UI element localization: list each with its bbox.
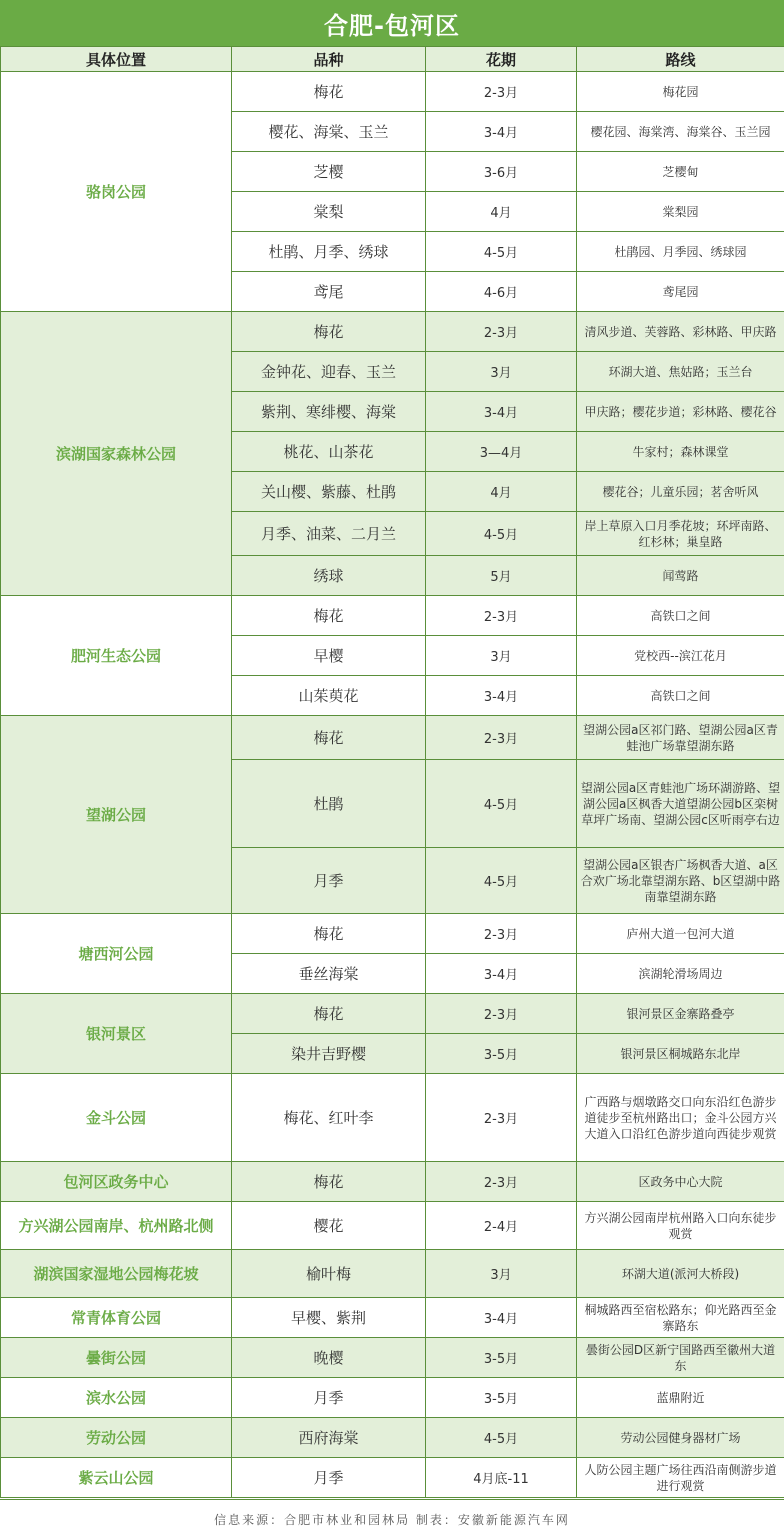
table-row	[1, 1458, 784, 1498]
location-cell: 滨湖国家森林公园	[1, 312, 232, 596]
location-cell: 望湖公园	[1, 716, 232, 914]
route-cell: 庐州大道一包河大道	[577, 914, 784, 954]
variety-cell: 樱花	[232, 1202, 426, 1250]
variety-cell: 梅花	[232, 1162, 426, 1202]
location-cell: 劳动公园	[1, 1418, 232, 1458]
variety-cell: 梅花	[232, 914, 426, 954]
table-row	[1, 1250, 784, 1298]
table-row	[1, 596, 784, 636]
table-row	[1, 312, 784, 352]
period-cell: 2-4月	[426, 1202, 577, 1250]
variety-cell: 染井吉野樱	[232, 1034, 426, 1074]
period-cell: 4-5月	[426, 760, 577, 848]
location-cell: 方兴湖公园南岸、杭州路北侧	[1, 1202, 232, 1250]
location-cell: 塘西河公园	[1, 914, 232, 994]
variety-cell: 月季、油菜、二月兰	[232, 512, 426, 556]
period-cell: 3-4月	[426, 1298, 577, 1338]
period-cell: 2-3月	[426, 716, 577, 760]
table-row	[1, 1162, 784, 1202]
location-cell: 包河区政务中心	[1, 1162, 232, 1202]
route-cell: 闻莺路	[577, 556, 784, 596]
table-row	[1, 994, 784, 1034]
period-cell: 4-5月	[426, 232, 577, 272]
period-cell: 5月	[426, 556, 577, 596]
route-cell: 党校西--滨江花月	[577, 636, 784, 676]
route-cell: 岸上草原入口月季花坡；环坪南路、红杉林；巢皇路	[577, 512, 784, 556]
variety-cell: 杜鹃、月季、绣球	[232, 232, 426, 272]
location-cell: 湖滨国家湿地公园梅花坡	[1, 1250, 232, 1298]
route-cell: 银河景区金寨路叠亭	[577, 994, 784, 1034]
route-cell: 高铁口之间	[577, 676, 784, 716]
route-cell: 望湖公园a区青蛙池广场环湖游路、望湖公园a区枫香大道望湖公园b区栾树草坪广场南、望湖公园c区听雨亭右边	[577, 760, 784, 848]
variety-cell: 梅花	[232, 994, 426, 1034]
route-cell: 环湖大道(派河大桥段)	[577, 1250, 784, 1298]
route-cell: 杜鹃园、月季园、绣球园	[577, 232, 784, 272]
variety-cell: 榆叶梅	[232, 1250, 426, 1298]
variety-cell: 晚樱	[232, 1338, 426, 1378]
variety-cell: 山茱萸花	[232, 676, 426, 716]
period-cell: 4-5月	[426, 512, 577, 556]
route-cell: 梅花园	[577, 72, 784, 112]
variety-cell: 早樱	[232, 636, 426, 676]
period-cell: 3月	[426, 636, 577, 676]
table-body	[1, 72, 784, 1498]
variety-cell: 金钟花、迎春、玉兰	[232, 352, 426, 392]
table-row	[1, 1298, 784, 1338]
period-cell: 4月底-11	[426, 1458, 577, 1498]
variety-cell: 月季	[232, 1458, 426, 1498]
variety-cell: 紫荆、寒绯樱、海棠	[232, 392, 426, 432]
period-cell: 3-4月	[426, 392, 577, 432]
source-footer: 信息来源：合肥市林业和园林局 制表：安徽新能源汽车网	[0, 1499, 784, 1538]
period-cell: 3-4月	[426, 954, 577, 994]
location-cell: 紫云山公园	[1, 1458, 232, 1498]
variety-cell: 梅花、红叶李	[232, 1074, 426, 1162]
variety-cell: 梅花	[232, 716, 426, 760]
variety-cell: 梅花	[232, 312, 426, 352]
location-cell: 金斗公园	[1, 1074, 232, 1162]
variety-cell: 梅花	[232, 72, 426, 112]
route-cell: 清风步道、芙蓉路、彩林路、甲庆路	[577, 312, 784, 352]
period-cell: 4-5月	[426, 848, 577, 914]
period-cell: 4月	[426, 192, 577, 232]
route-cell: 区政务中心大院	[577, 1162, 784, 1202]
variety-cell: 樱花、海棠、玉兰	[232, 112, 426, 152]
route-cell: 滨湖轮滑场周边	[577, 954, 784, 994]
variety-cell: 杜鹃	[232, 760, 426, 848]
period-cell: 3-5月	[426, 1338, 577, 1378]
route-cell: 广西路与烟墩路交口向东沿红色游步道徒步至杭州路出口；金斗公园方兴大道入口沿红色游步道向西徒步观赏	[577, 1074, 784, 1162]
variety-cell: 桃花、山茶花	[232, 432, 426, 472]
location-cell: 肥河生态公园	[1, 596, 232, 716]
period-cell: 4-6月	[426, 272, 577, 312]
table-row	[1, 1378, 784, 1418]
route-cell: 望湖公园a区祁门路、望湖公园a区青蛙池广场靠望湖东路	[577, 716, 784, 760]
table-row	[1, 1338, 784, 1378]
variety-cell: 月季	[232, 1378, 426, 1418]
header-location: 具体位置	[1, 47, 232, 72]
route-cell: 方兴湖公园南岸杭州路入口向东徒步观赏	[577, 1202, 784, 1250]
variety-cell: 芝樱	[232, 152, 426, 192]
header-variety: 品种	[232, 47, 426, 72]
period-cell: 2-3月	[426, 1162, 577, 1202]
period-cell: 2-3月	[426, 994, 577, 1034]
route-cell: 曇街公园D区新宁国路西至徽州大道东	[577, 1338, 784, 1378]
page-title: 合肥-包河区	[0, 0, 784, 46]
route-cell: 望湖公园a区银杏广场枫香大道、a区合欢广场北靠望湖东路、b区望湖中路南靠望湖东路	[577, 848, 784, 914]
period-cell: 3-5月	[426, 1378, 577, 1418]
variety-cell: 西府海棠	[232, 1418, 426, 1458]
table-row	[1, 1074, 784, 1162]
variety-cell: 鸢尾	[232, 272, 426, 312]
period-cell: 4月	[426, 472, 577, 512]
route-cell: 高铁口之间	[577, 596, 784, 636]
period-cell: 4-5月	[426, 1418, 577, 1458]
period-cell: 3-6月	[426, 152, 577, 192]
table-row	[1, 716, 784, 760]
table-header	[1, 47, 784, 72]
route-cell: 银河景区桐城路东北岸	[577, 1034, 784, 1074]
location-cell: 骆岗公园	[1, 72, 232, 312]
period-cell: 2-3月	[426, 312, 577, 352]
route-cell: 鸢尾园	[577, 272, 784, 312]
period-cell: 2-3月	[426, 596, 577, 636]
route-cell: 樱花谷；儿童乐园；茗舍听风	[577, 472, 784, 512]
route-cell: 环湖大道、焦姑路；玉兰台	[577, 352, 784, 392]
table-row	[1, 1202, 784, 1250]
variety-cell: 关山樱、紫藤、杜鹃	[232, 472, 426, 512]
variety-cell: 梅花	[232, 596, 426, 636]
period-cell: 3—4月	[426, 432, 577, 472]
period-cell: 2-3月	[426, 72, 577, 112]
location-cell: 滨水公园	[1, 1378, 232, 1418]
period-cell: 2-3月	[426, 914, 577, 954]
route-cell: 桐城路西至宿松路东；仰光路西至金寨路东	[577, 1298, 784, 1338]
location-cell: 常青体育公园	[1, 1298, 232, 1338]
table-row	[1, 1418, 784, 1458]
location-cell: 曇街公园	[1, 1338, 232, 1378]
period-cell: 3-4月	[426, 676, 577, 716]
period-cell: 2-3月	[426, 1074, 577, 1162]
variety-cell: 月季	[232, 848, 426, 914]
route-cell: 樱花园、海棠湾、海棠谷、玉兰园	[577, 112, 784, 152]
table-row	[1, 914, 784, 954]
route-cell: 人防公园主题广场往西沿南侧游步道进行观赏	[577, 1458, 784, 1498]
variety-cell: 绣球	[232, 556, 426, 596]
header-route: 路线	[577, 47, 784, 72]
route-cell: 劳动公园健身器材广场	[577, 1418, 784, 1458]
table-row	[1, 72, 784, 112]
location-cell: 银河景区	[1, 994, 232, 1074]
route-cell: 芝樱甸	[577, 152, 784, 192]
variety-cell: 棠梨	[232, 192, 426, 232]
header-period: 花期	[426, 47, 577, 72]
route-cell: 棠梨园	[577, 192, 784, 232]
route-cell: 牛家村；森林课堂	[577, 432, 784, 472]
period-cell: 3月	[426, 1250, 577, 1298]
period-cell: 3月	[426, 352, 577, 392]
variety-cell: 垂丝海棠	[232, 954, 426, 994]
route-cell: 蓝鼎附近	[577, 1378, 784, 1418]
route-cell: 甲庆路；樱花步道；彩林路、樱花谷	[577, 392, 784, 432]
period-cell: 3-5月	[426, 1034, 577, 1074]
variety-cell: 早樱、紫荆	[232, 1298, 426, 1338]
flower-table	[0, 46, 784, 1498]
period-cell: 3-4月	[426, 112, 577, 152]
